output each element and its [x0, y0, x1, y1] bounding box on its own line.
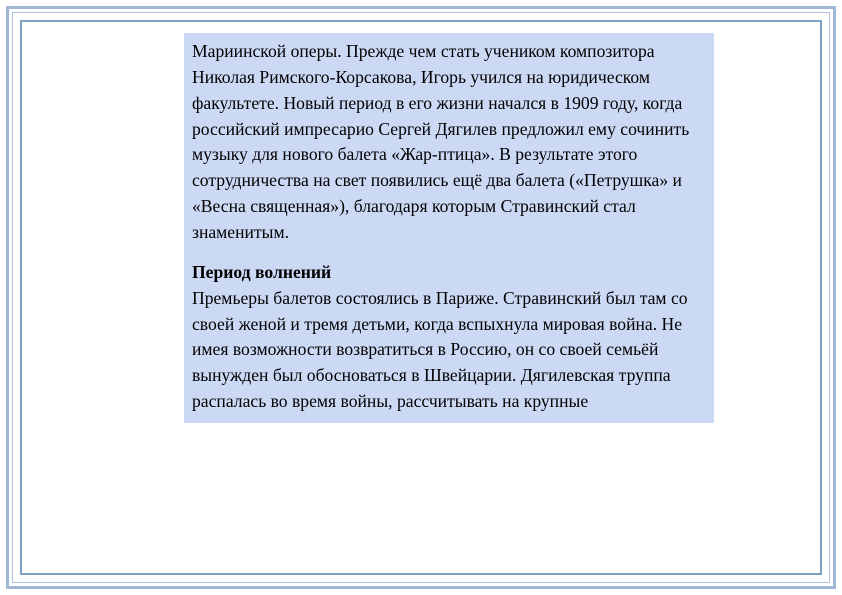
- text-content-block: [184, 33, 714, 423]
- body-paragraph-1: Мариинской оперы. Прежде чем стать учеником композитора Николая Римского-Корсакова, Игорь учился на юридическом факультете. Новый период в его жизни начался в 1909 году, когда российский импресарио Сергей Дягилев предложил ему сочинить музыку для нового балета «Жар-птица». В результате этого сотрудничества на свет появились ещё два балета («Петрушка» и «Весна священная»), благодаря которым Стравинский стал знаменитым.: [192, 41, 690, 243]
- body-paragraph-2: Премьеры балетов состоялись в Париже. Стравинский был там со своей женой и тремя детьми, когда вспыхнула мировая война. Не имея возможности возвратиться в Россию, он со своей семьёй вынужден был обосноваться в Швейцарии. Дягилевская труппа распалась во время войны, рассчитывать на крупные: [192, 287, 688, 412]
- section-heading: Период волнений: [192, 261, 332, 282]
